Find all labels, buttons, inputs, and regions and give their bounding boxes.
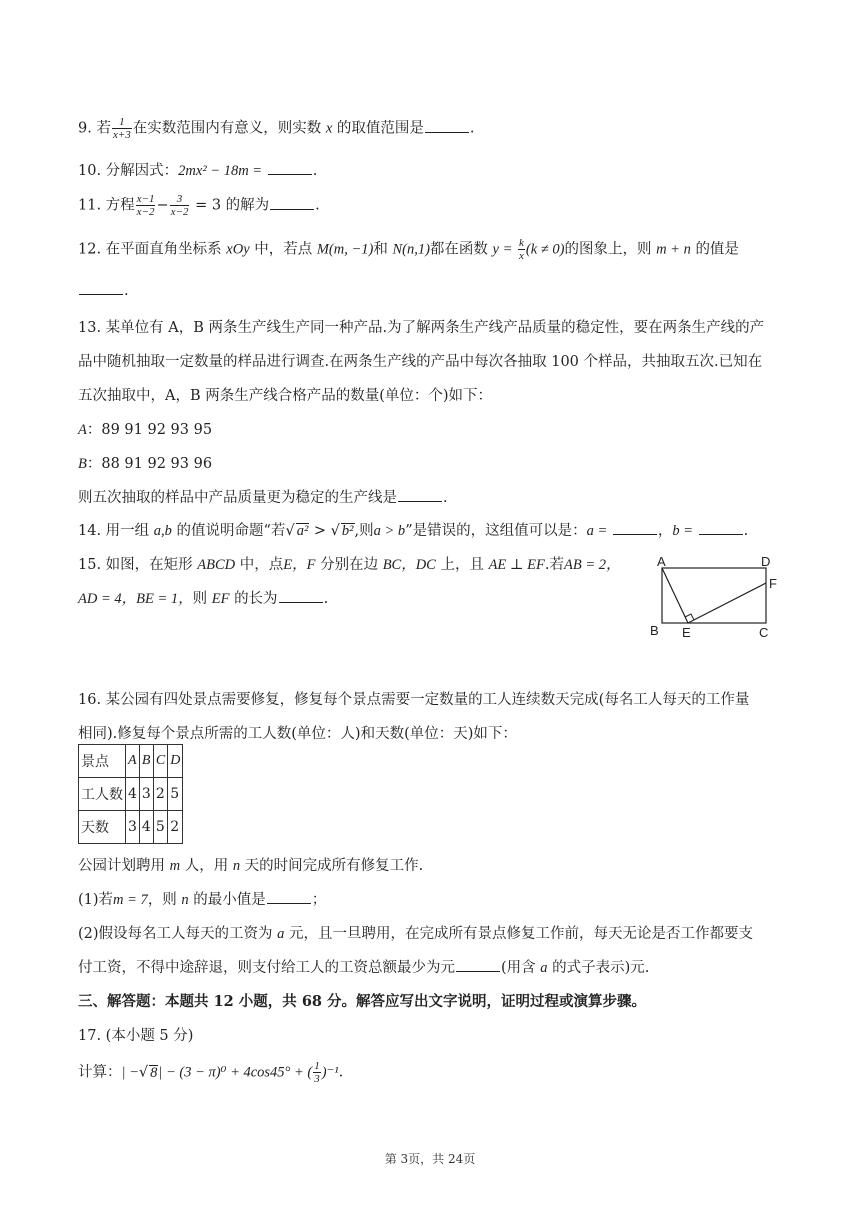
label-d: D	[761, 554, 771, 569]
fraction: $\frac{x-1}{x-2}$	[136, 193, 155, 218]
label-f: F	[769, 576, 777, 591]
question-13-line-a: A：89 91 92 93 95	[78, 422, 213, 438]
question-15-line-2: AD = 4，BE = 1，则 EF 的长为 .	[78, 591, 329, 607]
answer-blank	[456, 959, 500, 972]
answer-blank	[268, 162, 312, 175]
question-17-title: 17. (本小题 5 分)	[78, 1028, 194, 1044]
question-16-line-3: 公园计划聘用 m 人，用 n 天的时间完成所有修复工作.	[78, 858, 424, 874]
answer-blank	[279, 590, 323, 603]
fraction: $\frac{3}{x-2}$	[170, 193, 189, 218]
question-11: 11. 方程 $\frac{x-1}{x-2}$ − $\frac{3}{x-2}$ = 3 的解为 .	[78, 193, 320, 218]
fraction: $\frac{1}{x+3}$	[112, 116, 131, 141]
question-16-line-1: 16. 某公园有四处景点需要修复，修复每个景点需要一定数量的工人连续数天完成(每名工人每天的工作量	[78, 692, 750, 708]
answer-blank	[398, 489, 442, 502]
answer-blank	[270, 197, 314, 210]
table-row: 天数 3 4 5 2	[79, 811, 183, 844]
segment-ae	[662, 568, 688, 623]
question-16-line-2: 相同).修复每个景点所需的工人数(单位：人)和天数(单位：天)如下：	[78, 726, 517, 742]
answer-blank	[699, 522, 743, 535]
label-c: C	[759, 625, 769, 640]
label-b: B	[650, 623, 659, 638]
question-14: 14. 用一组 a,b 的值说明命题“若√ a² > √ b²,则a > b”是错误的，这组值可以是：a = ，b = .	[78, 523, 749, 539]
label-a: A	[657, 554, 666, 569]
fraction: $\frac{k}{x}$	[519, 237, 524, 262]
question-12-line-1: 12. 在平面直角坐标系 xOy 中，若点 M(m, −1)和 N(n,1)都在函数 y = $\frac{k}{x}$ (k ≠ 0)的图象上，则 m + n 的值是	[78, 237, 739, 262]
question-13-line-1: 13. 某单位有 A，B 两条生产线生产同一种产品.为了解两条生产线产品质量的稳定性，要在两条生产线的产	[78, 320, 765, 336]
rectangle-abcd	[662, 568, 766, 623]
segment-ef	[688, 583, 766, 623]
question-17-expression: 计算：| −√ 8| − (3 − π)⁰ + 4cos45° + ( $\frac{1}{3}$ )⁻¹.	[78, 1060, 344, 1085]
rectangle-figure	[645, 552, 795, 644]
question-10: 10. 分解因式：2mx² − 18m = .	[78, 163, 318, 179]
question-15-line-1: 15. 如图，在矩形 ABCD 中，点E，F 分别在边 BC，DC 上，且 AE ⊥ EF.若AB = 2，	[78, 557, 621, 573]
table-row: 景点 A B C D	[79, 745, 183, 778]
fraction: $\frac{1}{3}$	[314, 1060, 320, 1085]
label-e: E	[682, 625, 691, 640]
question-12-line-2: .	[78, 282, 129, 299]
section-3-heading: 三、解答题：本题共 12 小题，共 68 分。解答应写出文字说明，证明过程或演算步骤。	[78, 993, 647, 1010]
question-13-line-b: B：88 91 92 93 96	[78, 456, 213, 472]
question-16-part-2-line-1: (2)假设每名工人每天的工资为 a 元，且一旦聘用，在完成所有景点修复工作前，每天无论是否工作都要支	[78, 926, 754, 942]
question-9: 9. 若 $\frac{1}{x+3}$ 在实数范围内有意义，则实数 x 的取值范围是 .	[78, 116, 475, 141]
answer-blank	[613, 522, 657, 535]
answer-blank	[267, 891, 311, 904]
question-13-line-3: 五次抽取中，A，B 两条生产线合格产品的数量(单位：个)如下：	[78, 388, 493, 404]
page-footer: 第 3页，共 24页	[384, 1152, 476, 1166]
workers-days-table	[78, 744, 183, 844]
answer-blank	[79, 282, 123, 295]
answer-blank	[425, 120, 469, 133]
question-16-part-1: (1)若m = 7，则 n 的最小值是 ；	[78, 892, 327, 908]
points-e-f: E，F	[283, 557, 316, 573]
table-row: 工人数 4 3 2 5	[79, 778, 183, 811]
question-16-part-2-line-2: 付工资，不得中途辞退，则支付给工人的工资总额最少为元 (用含 a 的式子表示)元.	[78, 960, 650, 976]
question-13-line-6: 则五次抽取的样品中产品质量更为稳定的生产线是 .	[78, 490, 448, 506]
question-13-line-2: 品中随机抽取一定数量的样品进行调查.在两条生产线的产品中每次各抽取 100 个样品，共抽取五次.已知在	[78, 354, 763, 370]
